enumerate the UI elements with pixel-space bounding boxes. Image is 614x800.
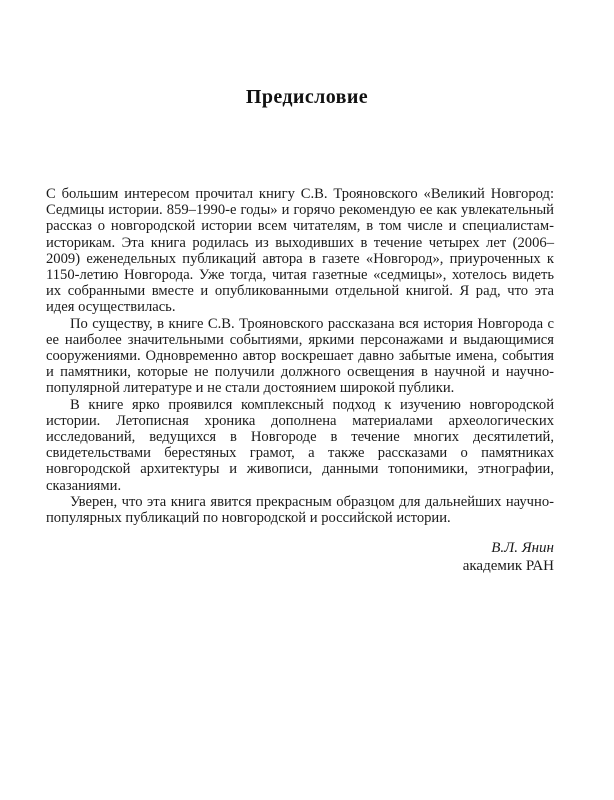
signature-block <box>46 540 554 575</box>
page-title: Предисловие <box>245 86 369 108</box>
paragraph-1: С большим интересом прочитал книгу С.В. Трояновского «Великий Новгород: Седмицы истории. 859–1990-е годы» и горячо рекомендую ее как увлекательный рассказ о новгородской истории всем читателям, в том числе и специалистам-историкам. Эта книга родилась из выходивших в течение четырех лет (2006–2009) еженедельных публикаций автора в газете «Новгород», приуроченных к 1150-летию Новгорода. Уже тогда, читая газетные «седмицы», хотелось видеть их собранными вместе и опубликованными отдельной книгой. Я рад, что эта идея осуществилась. <box>46 186 554 316</box>
preface-text <box>46 186 554 575</box>
signature-title: академик РАН <box>462 557 554 574</box>
paragraph-2: По существу, в книге С.В. Трояновского рассказана вся история Новгорода с ее наиболее значительными событиями, яркими персонажами и выдающимися сооружениями. Одновременно автор воскрешает давно забытые имена, события и памятники, которые не получили должного освещения в научной и научно-популярной литературе и не стали достоянием широкой публики. <box>46 315 554 397</box>
signature-name: В.Л. Янин <box>491 540 554 557</box>
paragraph-3: В книге ярко проявился комплексный подход к изучению новгородской истории. Летописная хроника дополнена материалами археологических исследований, ведущихся в Новгороде в течение многих десятилетий, свидетельствами берестяных грамот, а также рассказами о памятниках новгородской архитектуры и живописи, данными топонимики, этнографии, сказаниями. <box>46 396 554 494</box>
paragraph-4: Уверен, что эта книга явится прекрасным образцом для дальнейших научно-популярных публикаций по новгородской и российской истории. <box>46 493 554 527</box>
